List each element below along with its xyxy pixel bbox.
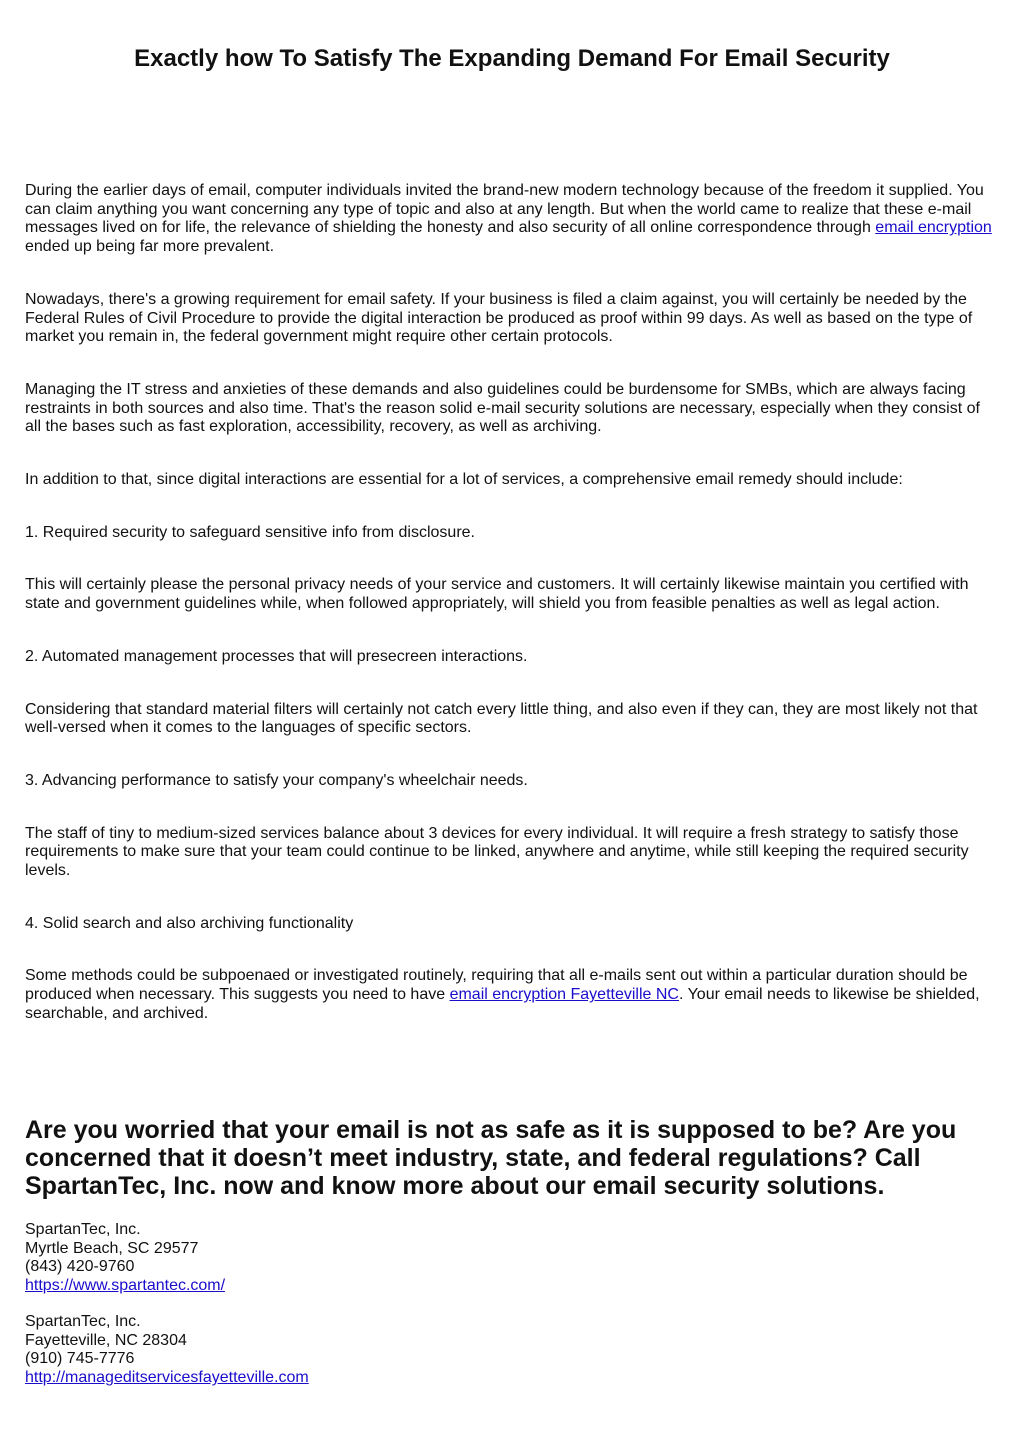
paragraph-filters: Considering that standard material filters will certainly not catch every little thing, and also even if they can, they are most likely not that well-versed when it comes to the languages of specific sectors. xyxy=(25,700,978,737)
paragraph-devices: The staff of tiny to medium-sized services balance about 3 devices for every individual. It will require a fresh strategy to satisfy those requirements to make sure that your team could continue to be linked, anywhere and anytime, while still keeping the required security levels. xyxy=(25,824,969,880)
contact-address: Fayetteville, NC 28304 xyxy=(25,1331,187,1349)
article-body xyxy=(25,182,997,1024)
paragraph-email-safety: Nowadays, there's a growing requirement for email safety. If your business is filed a claim against, you will certainly be needed by the Federal Rules of Civil Procedure to provide the digital interaction be produced as proof within 99 days. As well as based on the type of market you remain in, the federal government might require other certain protocols. xyxy=(25,290,973,346)
contact-block-fayetteville xyxy=(25,1313,625,1388)
paragraph-subpoena-text-before: Some methods could be subpoenaed or investigated routinely, requiring that all e-mails sent out within a particular duration should be produced when necessary. This suggests you need to have xyxy=(25,967,968,1004)
paragraph-it-stress: Managing the IT stress and anxieties of these demands and also guidelines could be burdensome for SMBs, which are always facing restraints in both sources and also time. That's the reason solid e-mail security solutions are necessary, especially when they consist of all the bases such as fast exploration, accessibility, recovery, as well as archiving. xyxy=(25,380,980,436)
list-item-management: 2. Automated management processes that will presecreen interactions. xyxy=(25,647,528,665)
contact-address: Myrtle Beach, SC 29577 xyxy=(25,1239,199,1257)
contact-phone: (843) 420-9760 xyxy=(25,1258,135,1276)
list-item-security: 1. Required security to safeguard sensitive info from disclosure. xyxy=(25,523,475,541)
paragraph-intro-text-after: ended up being far more prevalent. xyxy=(25,238,275,256)
contact-name: SpartanTec, Inc. xyxy=(25,1221,141,1238)
email-encryption-fayetteville-link[interactable]: email encryption Fayetteville NC xyxy=(449,986,679,1004)
contact-block-myrtle-beach xyxy=(25,1221,625,1296)
paragraph-intro xyxy=(25,182,997,257)
paragraph-subpoena xyxy=(25,967,997,1023)
contact-phone: (910) 745-7776 xyxy=(25,1350,135,1368)
paragraph-requirements-intro: In addition to that, since digital interactions are essential for a lot of services, a comprehensive email remedy should include: xyxy=(25,471,903,489)
contact-website-link[interactable]: http://manageditservicesfayetteville.com xyxy=(25,1369,309,1387)
contact-name: SpartanTec, Inc. xyxy=(25,1313,141,1330)
list-item-search: 4. Solid search and also archiving functionality xyxy=(25,914,354,932)
call-to-action-heading: Are you worried that your email is not as safe as it is supposed to be? Are you concerned that it doesn’t meet industry, state, and federal regulations? Call SpartanTec, Inc. now and know more about our email security solutions. xyxy=(25,1116,957,1200)
list-item-performance: 3. Advancing performance to satisfy your company's wheelchair needs. xyxy=(25,771,528,789)
paragraph-subpoena-text-after: . Your email needs to likewise be shielded, searchable, and archived. xyxy=(25,986,980,1022)
paragraph-intro-text-before: During the earlier days of email, computer individuals invited the brand-new modern technology because of the freedom it supplied. You can claim anything you want concerning any type of topic and also at any length. But when the world came to realize that these e-mail messages lived on for life, the relevance of shielding the honesty and also security of all online correspondence through xyxy=(25,182,984,237)
contact-website-link[interactable]: https://www.spartantec.com/ xyxy=(25,1277,226,1295)
email-encryption-link[interactable]: email encryption xyxy=(875,219,992,237)
page-title: Exactly how To Satisfy The Expanding Demand For Email Security xyxy=(134,45,890,72)
paragraph-privacy: This will certainly please the personal privacy needs of your service and customers. It will certainly likewise maintain you certified with state and government guidelines while, when followed appropriately, will shield you from feasible penalties as well as legal action. xyxy=(25,576,969,613)
